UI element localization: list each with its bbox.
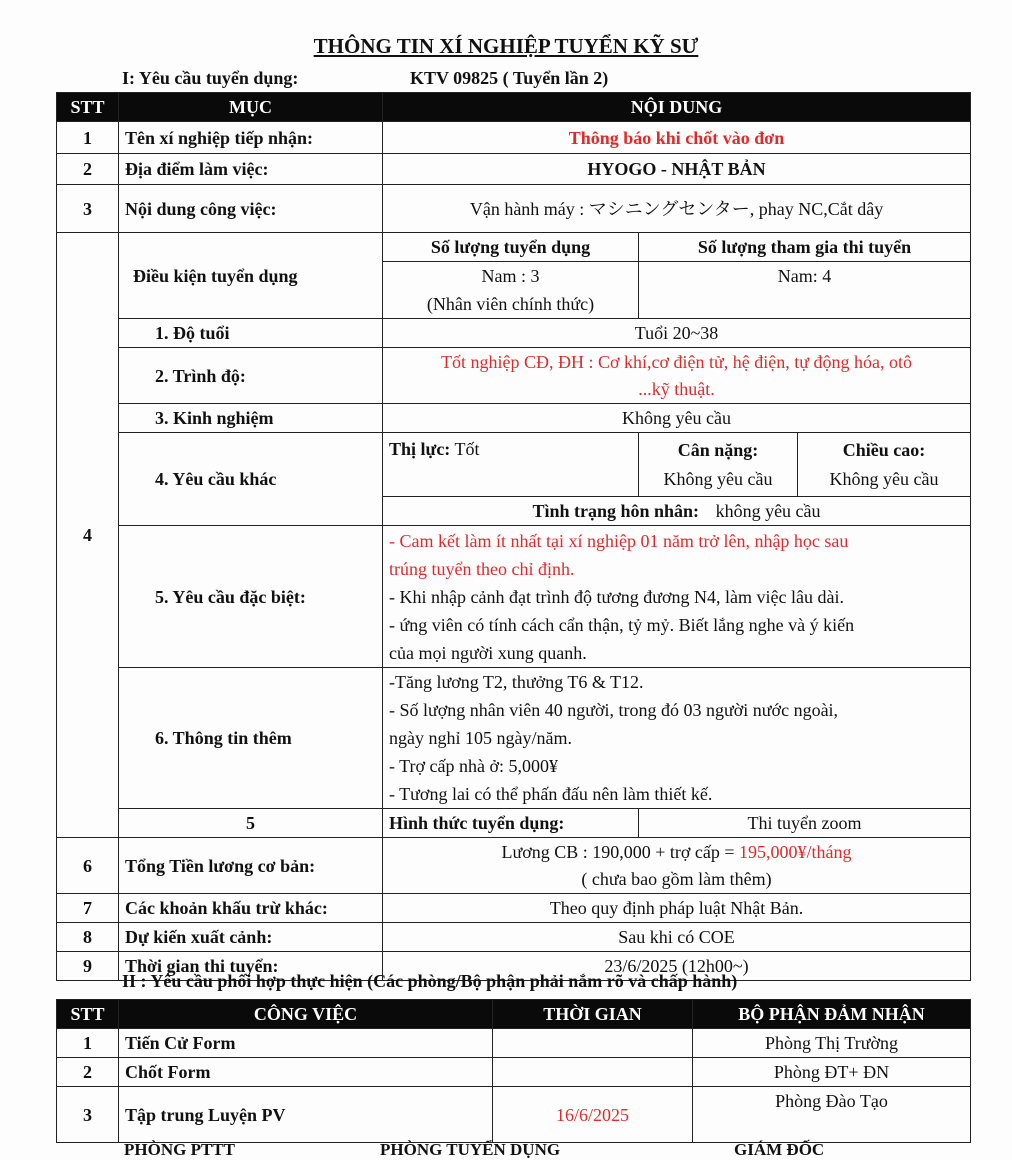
special-line: của mọi người xung quanh. bbox=[389, 642, 587, 663]
recruitment-table bbox=[56, 92, 971, 981]
special-req-value bbox=[383, 526, 971, 668]
row-stt: 3 bbox=[57, 1087, 119, 1143]
row-stt: 8 bbox=[57, 923, 119, 952]
header-muc: MỤC bbox=[119, 93, 383, 122]
exam-value: Nam: 4 bbox=[639, 262, 971, 319]
extra-line: ngày nghỉ 105 ngày/năm. bbox=[389, 728, 572, 748]
height-label: Chiều cao: bbox=[842, 439, 926, 460]
row-stt: 5 bbox=[119, 809, 383, 838]
education-value bbox=[383, 348, 971, 404]
row-label: Các khoản khấu trừ khác: bbox=[119, 894, 383, 923]
table-row bbox=[57, 809, 971, 838]
special-line: trúng tuyển theo chỉ định. bbox=[389, 558, 575, 579]
departure-value: Sau khi có COE bbox=[383, 923, 971, 952]
qty-header: Số lượng tuyển dụng bbox=[383, 233, 639, 262]
education-line2: ...kỹ thuật. bbox=[638, 378, 715, 399]
header-noi-dung: NỘI DUNG bbox=[383, 93, 971, 122]
row-stt: 2 bbox=[57, 1058, 119, 1087]
table-row bbox=[57, 122, 971, 154]
extra-line: - Trợ cấp nhà ở: 5,000¥ bbox=[389, 756, 559, 776]
marital-label: Tình trạng hôn nhân: bbox=[532, 501, 700, 521]
table-row bbox=[57, 1058, 971, 1087]
header-cong-viec: CÔNG VIỆC bbox=[119, 1000, 493, 1029]
coordination-table bbox=[56, 999, 971, 1143]
row-stt: 1 bbox=[57, 122, 119, 154]
location-value: HYOGO - NHẬT BẢN bbox=[383, 154, 971, 185]
special-line: - Khi nhập cảnh đạt trình độ tương đương N4, làm việc lâu dài. bbox=[389, 586, 844, 607]
extra-info-value bbox=[383, 668, 971, 809]
header-bo-phan: BỘ PHẬN ĐẢM NHẬN bbox=[693, 1000, 971, 1029]
signature-tuyen-dung: PHÒNG TUYỂN DỤNG bbox=[380, 1140, 561, 1159]
table-row bbox=[57, 185, 971, 233]
experience-label: 3. Kinh nghiệm bbox=[119, 404, 383, 433]
vision-cell bbox=[383, 433, 639, 497]
header-thoi-gian: THỜI GIAN bbox=[493, 1000, 693, 1029]
table-row bbox=[57, 1029, 971, 1058]
section1-code: KTV 09825 ( Tuyển lần 2) bbox=[410, 68, 609, 88]
task-time: 16/6/2025 bbox=[493, 1087, 693, 1143]
table-row bbox=[57, 923, 971, 952]
task-dept: Phòng Đào Tạo bbox=[693, 1087, 971, 1143]
age-value: Tuổi 20~38 bbox=[383, 319, 971, 348]
row-stt: 6 bbox=[57, 838, 119, 894]
extra-line: - Tương lai có thể phấn đấu nên làm thiết kế. bbox=[389, 784, 713, 804]
header-stt: STT bbox=[57, 93, 119, 122]
row-label: Địa điểm làm việc: bbox=[119, 154, 383, 185]
row-label: Tên xí nghiệp tiếp nhận: bbox=[119, 122, 383, 154]
table-header-row bbox=[57, 1000, 971, 1029]
education-line1: Tốt nghiệp CĐ, ĐH : Cơ khí,cơ điện tử, hệ điện, tự động hóa, otô bbox=[441, 351, 913, 372]
task-name: Chốt Form bbox=[119, 1058, 493, 1087]
row-stt: 1 bbox=[57, 1029, 119, 1058]
job-content-value: Vận hành máy : マシニングセンター, phay NC,Cắt dây bbox=[383, 185, 971, 233]
salary-prefix: Lương CB : 190,000 + trợ cấp = bbox=[501, 841, 740, 862]
task-dept: Phòng Thị Trường bbox=[693, 1029, 971, 1058]
table-row bbox=[57, 154, 971, 185]
conditions-label: Điều kiện tuyển dụng bbox=[119, 233, 383, 319]
row-stt: 3 bbox=[57, 185, 119, 233]
header-stt: STT bbox=[57, 1000, 119, 1029]
extra-line: - Số lượng nhân viên 40 người, trong đó 03 người nước ngoài, bbox=[389, 700, 839, 720]
extra-info-label: 6. Thông tin thêm bbox=[119, 668, 383, 809]
row-stt: 4 bbox=[57, 233, 119, 838]
row-stt: 9 bbox=[57, 952, 119, 981]
deduction-value: Theo quy định pháp luật Nhật Bản. bbox=[383, 894, 971, 923]
task-time bbox=[493, 1029, 693, 1058]
salary-line2: ( chưa bao gồm làm thêm) bbox=[581, 868, 772, 889]
special-req-label: 5. Yêu cầu đặc biệt: bbox=[119, 526, 383, 668]
extra-line: -Tăng lương T2, thưởng T6 & T12. bbox=[389, 672, 644, 692]
row-label: Thời gian thi tuyển: bbox=[119, 952, 383, 981]
special-line: - Cam kết làm ít nhất tại xí nghiệp 01 năm trở lên, nhập học sau bbox=[389, 530, 849, 551]
task-time bbox=[493, 1058, 693, 1087]
salary-total: 195,000¥/tháng bbox=[739, 841, 852, 862]
row-label: Dự kiến xuất cảnh: bbox=[119, 923, 383, 952]
section1-label: I: Yêu cầu tuyển dụng: bbox=[122, 68, 299, 88]
weight-cell bbox=[639, 433, 798, 497]
table-row bbox=[57, 1087, 971, 1143]
exam-header: Số lượng tham gia thi tuyển bbox=[639, 233, 971, 262]
marital-cell bbox=[383, 497, 971, 526]
vision-value: Tốt bbox=[454, 439, 480, 459]
qty-line1: Nam : 3 bbox=[481, 266, 540, 286]
task-name: Tập trung Luyện PV bbox=[119, 1087, 493, 1143]
height-cell bbox=[798, 433, 971, 497]
signature-giam-doc: GIÁM ĐỐC bbox=[734, 1140, 825, 1159]
age-label: 1. Độ tuổi bbox=[119, 319, 383, 348]
height-value: Không yêu cầu bbox=[829, 468, 939, 489]
table-header-row bbox=[57, 93, 971, 122]
other-req-label: 4. Yêu cầu khác bbox=[119, 433, 383, 526]
vision-label: Thị lực: bbox=[389, 439, 451, 459]
weight-label: Cân nặng: bbox=[677, 439, 759, 460]
exam-time-value: 23/6/2025 (12h00~) bbox=[383, 952, 971, 981]
salary-line1 bbox=[389, 839, 964, 866]
table-row bbox=[57, 838, 971, 894]
row-label: Tổng Tiền lương cơ bản: bbox=[119, 838, 383, 894]
row-label: Hình thức tuyển dụng: bbox=[383, 809, 639, 838]
qty-value bbox=[383, 262, 639, 319]
task-name: Tiến Cử Form bbox=[119, 1029, 493, 1058]
page-title: THÔNG TIN XÍ NGHIỆP TUYỂN KỸ SƯ bbox=[313, 34, 699, 58]
company-name-value: Thông báo khi chốt vào đơn bbox=[383, 122, 971, 154]
recruit-form-value: Thi tuyển zoom bbox=[639, 809, 971, 838]
education-label: 2. Trình độ: bbox=[119, 348, 383, 404]
row-label: Nội dung công việc: bbox=[119, 185, 383, 233]
special-line: - ứng viên có tính cách cẩn thận, tỷ mỷ. Biết lắng nghe và ý kiến bbox=[389, 614, 855, 635]
row-stt: 7 bbox=[57, 894, 119, 923]
table-row bbox=[57, 894, 971, 923]
task-dept: Phòng ĐT+ ĐN bbox=[693, 1058, 971, 1087]
marital-value: không yêu cầu bbox=[715, 501, 821, 521]
salary-value bbox=[383, 838, 971, 894]
weight-value: Không yêu cầu bbox=[663, 468, 773, 489]
section2-label: II : Yêu cầu phối hợp thực hiện (Các phòng/Bộ phận phải nắm rõ và chấp hành) bbox=[122, 971, 738, 991]
experience-value: Không yêu cầu bbox=[383, 404, 971, 433]
qty-line2: (Nhân viên chính thức) bbox=[426, 294, 595, 314]
row-stt: 2 bbox=[57, 154, 119, 185]
signature-pttt: PHÒNG PTTT bbox=[124, 1140, 235, 1159]
